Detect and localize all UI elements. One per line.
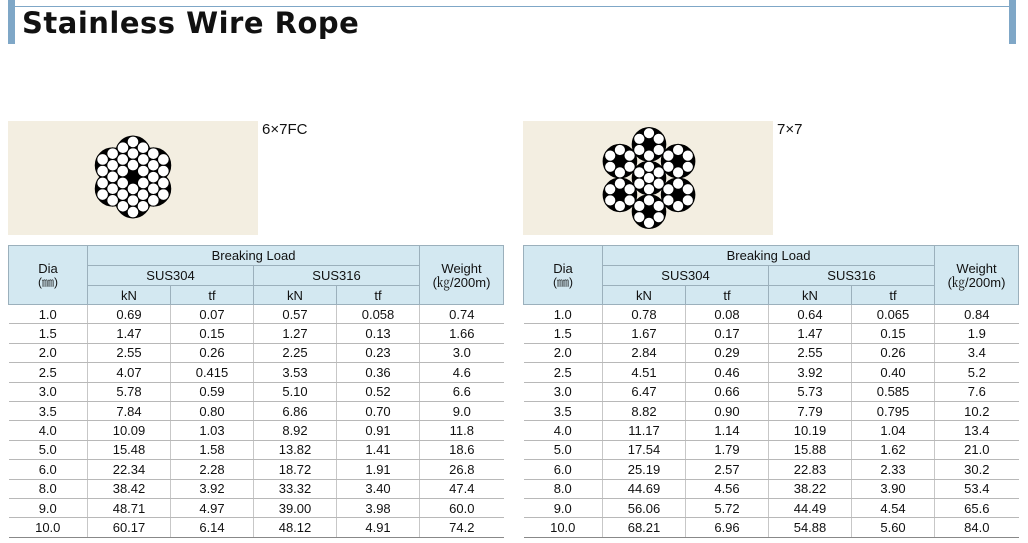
table-cell: 1.67 <box>603 324 686 343</box>
table-row <box>524 382 1019 401</box>
wire <box>624 184 635 195</box>
table-cell: 0.13 <box>337 324 420 343</box>
table-cell: 30.2 <box>935 460 1019 479</box>
table-row <box>9 440 504 459</box>
table-row <box>9 382 504 401</box>
table-cell: 3.40 <box>337 479 420 498</box>
table-cell: 1.27 <box>254 324 337 343</box>
table-row <box>524 460 1019 479</box>
table-row <box>524 401 1019 420</box>
table-cell: 22.34 <box>88 460 171 479</box>
col-header-breaking-load: Breaking Load <box>88 246 420 266</box>
col-header-weight <box>935 246 1019 305</box>
table-cell: 10.0 <box>9 518 88 537</box>
table-cell: 4.6 <box>420 363 504 382</box>
table-cell: 5.10 <box>254 382 337 401</box>
table-cell: 5.0 <box>524 440 603 459</box>
table-cell: 7.84 <box>88 401 171 420</box>
table-cell: 9.0 <box>524 498 603 517</box>
table-cell: 5.73 <box>769 382 852 401</box>
table-cell: 1.04 <box>852 421 935 440</box>
wire <box>624 150 635 161</box>
col-header-breaking-load: Breaking Load <box>603 246 935 266</box>
table-cell: 8.0 <box>524 479 603 498</box>
table-cell: 2.0 <box>9 343 88 362</box>
table-cell: 0.058 <box>337 305 420 324</box>
table-cell: 1.79 <box>686 440 769 459</box>
table-cell: 0.78 <box>603 305 686 324</box>
table-cell: 0.90 <box>686 401 769 420</box>
table-cell: 5.0 <box>9 440 88 459</box>
dia-unit: (㎜) <box>553 275 573 289</box>
dia-label: Dia <box>553 261 573 276</box>
dia-label: Dia <box>38 261 58 276</box>
table-row <box>9 324 504 343</box>
table-cell: 0.17 <box>686 324 769 343</box>
table-cell: 2.5 <box>524 363 603 382</box>
table-cell: 3.92 <box>769 363 852 382</box>
header-right-accent <box>1009 0 1016 44</box>
table-cell: 0.46 <box>686 363 769 382</box>
table-cell: 2.28 <box>171 460 254 479</box>
wire <box>97 189 109 201</box>
table-cell: 1.58 <box>171 440 254 459</box>
col-header-kn: kN <box>603 286 686 305</box>
col-header-sus316: SUS316 <box>769 266 935 286</box>
table-cell: 0.59 <box>171 382 254 401</box>
table-cell: 0.74 <box>420 305 504 324</box>
table-cell: 26.8 <box>420 460 504 479</box>
table-cell: 3.0 <box>9 382 88 401</box>
table-cell: 6.6 <box>420 382 504 401</box>
table-cell: 54.88 <box>769 518 852 537</box>
table-cell: 0.23 <box>337 343 420 362</box>
model-label: 6×7FC <box>262 121 308 138</box>
table-cell: 60.0 <box>420 498 504 517</box>
table-cell: 68.21 <box>603 518 686 537</box>
table-cell: 2.57 <box>686 460 769 479</box>
table-cell: 2.0 <box>524 343 603 362</box>
table-cell: 0.26 <box>852 343 935 362</box>
table-cell: 18.6 <box>420 440 504 459</box>
table-cell: 1.66 <box>420 324 504 343</box>
rope-cross-section-7x7 <box>523 121 773 235</box>
table-row <box>9 343 504 362</box>
table-cell: 2.25 <box>254 343 337 362</box>
table-cell: 0.57 <box>254 305 337 324</box>
table-cell: 11.8 <box>420 421 504 440</box>
table-cell: 1.47 <box>769 324 852 343</box>
table-cell: 3.0 <box>524 382 603 401</box>
table-cell: 84.0 <box>935 518 1019 537</box>
table-cell: 3.92 <box>171 479 254 498</box>
spec-table <box>8 245 504 538</box>
table-row <box>524 518 1019 537</box>
table-cell: 4.0 <box>9 421 88 440</box>
page-title: Stainless Wire Rope <box>22 6 360 40</box>
table-cell: 53.4 <box>935 479 1019 498</box>
table-row <box>9 305 504 324</box>
weight-label: Weight <box>956 260 997 276</box>
table-cell: 9.0 <box>420 401 504 420</box>
table-cell: 48.71 <box>88 498 171 517</box>
dia-unit: (㎜) <box>38 275 58 289</box>
table-cell: 8.82 <box>603 401 686 420</box>
weight-unit: (㎏/200m) <box>947 274 1006 290</box>
table-cell: 0.36 <box>337 363 420 382</box>
table-cell: 44.49 <box>769 498 852 517</box>
table-cell: 1.5 <box>9 324 88 343</box>
wire <box>653 133 664 144</box>
rope-cross-section-image <box>523 121 773 235</box>
table-cell: 5.60 <box>852 518 935 537</box>
table-cell: 6.0 <box>524 460 603 479</box>
table-cell: 0.70 <box>337 401 420 420</box>
table-cell: 0.415 <box>171 363 254 382</box>
table-cell: 0.69 <box>88 305 171 324</box>
table-cell: 0.26 <box>171 343 254 362</box>
table-cell: 10.19 <box>769 421 852 440</box>
table-cell: 38.42 <box>88 479 171 498</box>
col-header-tf: tf <box>171 286 254 305</box>
table-cell: 3.0 <box>420 343 504 362</box>
table-row <box>9 363 504 382</box>
table-cell: 6.86 <box>254 401 337 420</box>
table-cell: 0.08 <box>686 305 769 324</box>
table-cell: 15.48 <box>88 440 171 459</box>
table-cell: 15.88 <box>769 440 852 459</box>
table-cell: 39.00 <box>254 498 337 517</box>
table-cell: 0.64 <box>769 305 852 324</box>
table-cell: 17.54 <box>603 440 686 459</box>
table-cell: 1.62 <box>852 440 935 459</box>
wire <box>605 161 616 172</box>
wire <box>682 184 693 195</box>
table-cell: 3.98 <box>337 498 420 517</box>
table-cell: 6.47 <box>603 382 686 401</box>
table-row <box>9 460 504 479</box>
table-cell: 0.15 <box>171 324 254 343</box>
spec-table <box>523 245 1019 538</box>
table-row <box>9 479 504 498</box>
col-header-sus316: SUS316 <box>254 266 420 286</box>
table-cell: 2.55 <box>769 343 852 362</box>
table-cell: 1.9 <box>935 324 1019 343</box>
table-cell: 0.80 <box>171 401 254 420</box>
table-cell: 0.07 <box>171 305 254 324</box>
col-header-kn: kN <box>769 286 852 305</box>
table-cell: 2.5 <box>9 363 88 382</box>
table-cell: 4.97 <box>171 498 254 517</box>
wire <box>158 177 170 189</box>
table-cell: 10.09 <box>88 421 171 440</box>
table-cell: 1.0 <box>524 305 603 324</box>
table-row <box>9 518 504 537</box>
table-cell: 7.79 <box>769 401 852 420</box>
table-cell: 22.83 <box>769 460 852 479</box>
page-header <box>8 0 1016 44</box>
wire <box>605 195 616 206</box>
table-cell: 10.0 <box>524 518 603 537</box>
table-cell: 6.14 <box>171 518 254 537</box>
table-row <box>524 305 1019 324</box>
table-cell: 3.4 <box>935 343 1019 362</box>
table-cell: 1.0 <box>9 305 88 324</box>
col-header-kn: kN <box>88 286 171 305</box>
col-header-tf: tf <box>852 286 935 305</box>
table-cell: 8.92 <box>254 421 337 440</box>
wire <box>117 200 129 212</box>
table-cell: 56.06 <box>603 498 686 517</box>
wire <box>117 177 129 189</box>
rope-cross-section-image <box>8 121 258 235</box>
table-cell: 1.91 <box>337 460 420 479</box>
table-cell: 0.795 <box>852 401 935 420</box>
table-cell: 48.12 <box>254 518 337 537</box>
table-row <box>9 401 504 420</box>
table-cell: 0.66 <box>686 382 769 401</box>
wire <box>682 150 693 161</box>
table-cell: 74.2 <box>420 518 504 537</box>
table-row <box>524 363 1019 382</box>
table-cell: 1.41 <box>337 440 420 459</box>
table-cell: 8.0 <box>9 479 88 498</box>
col-header-dia <box>9 246 88 305</box>
spec-table-body <box>524 305 1019 538</box>
table-cell: 2.55 <box>88 343 171 362</box>
col-header-dia <box>524 246 603 305</box>
table-cell: 11.17 <box>603 421 686 440</box>
wire <box>137 142 149 154</box>
wire <box>117 154 129 166</box>
table-cell: 0.29 <box>686 343 769 362</box>
table-row <box>524 324 1019 343</box>
table-cell: 44.69 <box>603 479 686 498</box>
table-cell: 3.5 <box>9 401 88 420</box>
table-cell: 3.90 <box>852 479 935 498</box>
col-header-tf: tf <box>337 286 420 305</box>
table-cell: 4.56 <box>686 479 769 498</box>
table-cell: 18.72 <box>254 460 337 479</box>
col-header-sus304: SUS304 <box>603 266 769 286</box>
table-cell: 47.4 <box>420 479 504 498</box>
wire <box>97 165 109 177</box>
table-cell: 4.91 <box>337 518 420 537</box>
table-cell: 13.82 <box>254 440 337 459</box>
col-header-tf: tf <box>686 286 769 305</box>
table-cell: 60.17 <box>88 518 171 537</box>
table-row <box>524 498 1019 517</box>
model-label: 7×7 <box>777 121 803 138</box>
table-cell: 1.03 <box>171 421 254 440</box>
wire <box>653 200 664 211</box>
table-cell: 5.72 <box>686 498 769 517</box>
table-row <box>524 440 1019 459</box>
table-cell: 3.5 <box>524 401 603 420</box>
table-cell: 9.0 <box>9 498 88 517</box>
table-row <box>9 421 504 440</box>
table-cell: 0.585 <box>852 382 935 401</box>
table-cell: 4.0 <box>524 421 603 440</box>
table-cell: 1.5 <box>524 324 603 343</box>
table-cell: 3.53 <box>254 363 337 382</box>
col-header-weight <box>420 246 504 305</box>
table-row <box>524 479 1019 498</box>
col-header-sus304: SUS304 <box>88 266 254 286</box>
table-cell: 25.19 <box>603 460 686 479</box>
table-cell: 1.14 <box>686 421 769 440</box>
table-cell: 4.07 <box>88 363 171 382</box>
table-row <box>524 421 1019 440</box>
wire <box>137 189 149 201</box>
wire <box>158 154 170 166</box>
col-header-kn: kN <box>254 286 337 305</box>
table-cell: 38.22 <box>769 479 852 498</box>
table-cell: 0.52 <box>337 382 420 401</box>
table-cell: 4.51 <box>603 363 686 382</box>
table-cell: 1.47 <box>88 324 171 343</box>
table-cell: 5.2 <box>935 363 1019 382</box>
table-cell: 2.84 <box>603 343 686 362</box>
wire <box>137 165 149 177</box>
spec-table-body <box>9 305 504 538</box>
table-cell: 6.96 <box>686 518 769 537</box>
table-cell: 0.84 <box>935 305 1019 324</box>
weight-label: Weight <box>441 260 482 276</box>
rope-cross-section-6x7fc <box>8 121 258 235</box>
table-cell: 33.32 <box>254 479 337 498</box>
wire <box>634 212 645 223</box>
table-cell: 7.6 <box>935 382 1019 401</box>
table-row <box>524 343 1019 362</box>
table-cell: 0.40 <box>852 363 935 382</box>
table-cell: 0.91 <box>337 421 420 440</box>
table-cell: 13.4 <box>935 421 1019 440</box>
table-cell: 0.15 <box>852 324 935 343</box>
table-cell: 10.2 <box>935 401 1019 420</box>
weight-unit: (㎏/200m) <box>432 274 491 290</box>
table-cell: 2.33 <box>852 460 935 479</box>
table-cell: 5.78 <box>88 382 171 401</box>
table-cell: 0.065 <box>852 305 935 324</box>
table-cell: 6.0 <box>9 460 88 479</box>
table-cell: 21.0 <box>935 440 1019 459</box>
table-cell: 65.6 <box>935 498 1019 517</box>
table-row <box>9 498 504 517</box>
table-cell: 4.54 <box>852 498 935 517</box>
wire <box>663 161 674 172</box>
